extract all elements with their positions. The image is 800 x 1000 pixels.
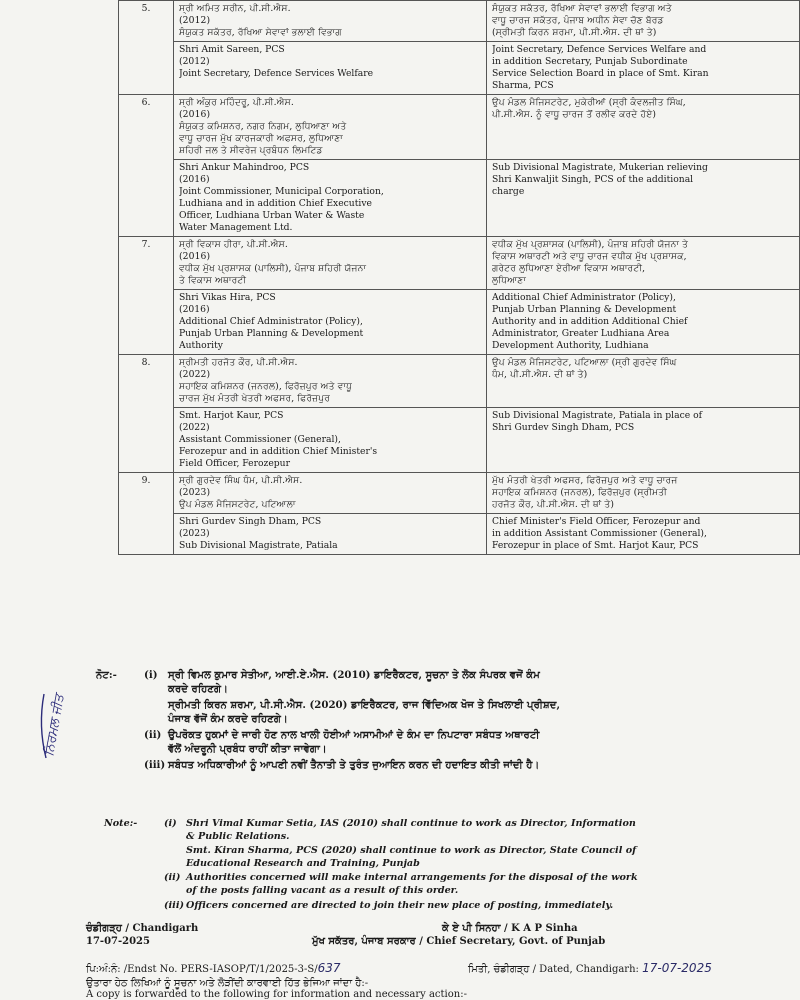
officer-name-pa	[174, 355, 487, 408]
new-posting-en-line: Shri Kanwaljit Singh, PCS of the additional	[492, 174, 694, 185]
copy-forwarded-pa: ਉਤਾਰਾ ਹੇਠ ਲਿਖਿਆਂ ਨੂੰ ਸੂਚਨਾ ਅਤੇ ਲੋੜੀਂਦੀ ਕਾਰਵਾਈ ਹਿੱਤ ਭੇਜਿਆ ਜਾਂਦਾ ਹੈ:-	[86, 978, 369, 989]
officer-name-en-line: Additional Chief Administrator (Policy),	[179, 316, 363, 327]
note-item-text: ਸ੍ਰੀਮਤੀ ਕਿਰਨ ਸ਼ਰਮਾ, ਪੀ.ਸੀ.ਐਸ. (2020) ਡਾਇਰੈਕਟਰ, ਰਾਜ ਵਿੱਦਿਅਕ ਖੋਜ ਤੇ ਸਿਖਲਾਈ ਪ੍ਰੀਸ਼ਦ,	[168, 699, 561, 711]
officer-name-en-line: (2023)	[179, 528, 210, 539]
note-english	[104, 818, 784, 914]
new-posting-en-line: Additional Chief Administrator (Policy),	[492, 292, 676, 303]
new-posting-en	[487, 42, 800, 95]
officer-name-pa-line: (2012)	[179, 15, 211, 26]
signature-date: 17-07-2025	[86, 936, 150, 947]
note-item-text: ਸਬੰਧਤ ਅਧਿਕਾਰੀਆਂ ਨੂੰ ਆਪਣੀ ਨਵੀਂ ਤੈਨਾਤੀ ਤੇ ਤੁਰੰਤ ਜੁਆਇਨ ਕਰਨ ਦੀ ਹਦਾਇਤ ਕੀਤੀ ਜਾਂਦੀ ਹੈ।	[168, 759, 540, 771]
new-posting-en-line: Authority and in addition Additional Chief	[492, 316, 688, 327]
officer-name-en-line: Joint Secretary, Defence Services Welfare	[179, 68, 374, 79]
new-posting-pa-line: ਮੁੱਖ ਮੰਤਰੀ ਖੇਤਰੀ ਅਫਸਰ, ਫਿਰੋਜ਼ਪੁਰ ਅਤੇ ਵਾਧੂ ਚਾਰਜ	[492, 475, 678, 486]
officer-name-en-line: Field Officer, Ferozepur	[179, 458, 290, 469]
new-posting-pa-line: ਵਧੀਕ ਮੁੱਖ ਪ੍ਰਸ਼ਾਸਕ (ਪਾਲਿਸੀ), ਪੰਜਾਬ ਸ਼ਹਿਰੀ ਯੋਜਨਾ ਤੇ	[492, 239, 689, 250]
note-item-text: Authorities concerned will make internal arrangements for the disposal of the work	[186, 872, 638, 884]
new-posting-en-line: Service Selection Board in place of Smt. Kiran	[492, 68, 709, 79]
copy-forwarded-en: A copy is forwarded to the following for information and necessary action:-	[86, 989, 467, 1000]
new-posting-en-line: Development Authority, Ludhiana	[492, 340, 649, 351]
new-posting-pa	[487, 473, 800, 514]
officer-name-pa-line: ਸੰਯੁਕਤ ਸਕੱਤਰ, ਰੱਖਿਆ ਸੇਵਾਵਾਂ ਭਲਾਈ ਵਿਭਾਗ	[179, 27, 342, 38]
note-item-text: Smt. Kiran Sharma, PCS (2020) shall continue to work as Director, State Council of	[186, 845, 637, 857]
note-item	[104, 845, 784, 870]
note-item-marker: (iii)	[164, 899, 185, 911]
officer-name-pa-line: ਸ੍ਰੀ ਗੁਰਦੇਵ ਸਿੰਘ ਧੰਮ, ਪੀ.ਸੀ.ਐਸ.	[179, 475, 303, 486]
note-item	[96, 728, 786, 756]
new-posting-en-line: in addition Assistant Commissioner (General),	[492, 528, 707, 539]
new-posting-pa-line: ਵਿਕਾਸ ਅਥਾਰਟੀ ਅਤੇ ਵਾਧੂ ਚਾਰਜ ਵਧੀਕ ਮੁੱਖ ਪ੍ਰਸ਼ਾਸਕ,	[492, 251, 687, 262]
serial-number: 7.	[119, 237, 174, 355]
table-row	[119, 95, 800, 160]
new-posting-en-line: charge	[492, 186, 525, 197]
officer-name-en-line: (2016)	[179, 304, 210, 315]
table-row	[119, 290, 800, 355]
officer-name-en-line: Shri Gurdev Singh Dham, PCS	[179, 516, 322, 527]
serial-number: 8.	[119, 355, 174, 473]
officer-name-pa-line: (2022)	[179, 369, 211, 380]
table-row	[119, 473, 800, 514]
new-posting-pa-line: ਸੰਯੁਕਤ ਸਕੱਤਰ, ਰੱਖਿਆ ਸੇਵਾਵਾਂ ਭਲਾਈ ਵਿਭਾਗ ਅਤੇ	[492, 3, 672, 14]
note-item-text: Shri Vimal Kumar Setia, IAS (2010) shall continue to work as Director, Information	[186, 818, 636, 829]
note-item-text: ਪੰਜਾਬ ਵੱਜੋਂ ਕੰਮ ਕਰਦੇ ਰਹਿਣਗੇ।	[168, 713, 288, 725]
table-row	[119, 408, 800, 473]
note-item	[104, 872, 784, 897]
new-posting-en-line: Sharma, PCS	[492, 80, 554, 91]
new-posting-pa-line: ਲੁਧਿਆਣਾ	[492, 275, 526, 286]
dated-handwritten-value: 17-07-2025	[642, 961, 712, 975]
new-posting-en-line: Shri Gurdev Singh Dham, PCS	[492, 422, 635, 433]
new-posting-pa-line: ਉਪ ਮੰਡਲ ਮੈਜਿਸਟਰੇਟ, ਮੁਕੇਰੀਆਂ (ਸ੍ਰੀ ਕੰਵਲਜੀਤ ਸਿੰਘ,	[492, 97, 686, 108]
officer-name-en-line: (2016)	[179, 174, 210, 185]
new-posting-pa-line: ਵਾਧੂ ਚਾਰਜ ਸਕੱਤਰ, ਪੰਜਾਬ ਅਧੀਨ ਸੇਵਾ ਚੋਣ ਬੋਰਡ	[492, 15, 664, 26]
officer-name-en	[174, 160, 487, 237]
officer-name-en-line: Punjab Urban Planning & Development	[179, 328, 364, 339]
new-posting-pa-line: ਧੰਮ, ਪੀ.ਸੀ.ਐਸ. ਦੀ ਥਾਂ ਤੇ)	[492, 369, 588, 380]
signature-place-date	[86, 922, 198, 948]
officer-name-pa-line: ਸੰਯੁਕਤ ਕਮਿਸ਼ਨਰ, ਨਗਰ ਨਿਗਮ, ਲੁਧਿਆਣਾ ਅਤੇ	[179, 121, 347, 132]
note-punjabi	[96, 668, 786, 774]
officer-name-en-line: Officer, Ludhiana Urban Water & Waste	[179, 210, 365, 221]
new-posting-en	[487, 514, 800, 555]
table-row	[119, 514, 800, 555]
note-item-marker: (ii)	[164, 872, 181, 884]
officer-name-en	[174, 42, 487, 95]
note-item	[96, 668, 786, 696]
officer-name-pa	[174, 237, 487, 290]
note-item-marker: (i)	[164, 818, 177, 829]
officer-name-pa-line: ਤੇ ਵਿਕਾਸ ਅਥਾਰਟੀ	[179, 275, 247, 286]
signature-place: ਚੰਡੀਗੜ੍ਹ / Chandigarh	[86, 923, 199, 934]
officer-name-pa	[174, 1, 487, 42]
note-item-text: ਕਰਦੇ ਰਹਿਣਗੇ।	[168, 683, 228, 695]
officer-name-en-line: Shri Amit Sareen, PCS	[179, 44, 285, 55]
officer-name-en-line: Smt. Harjot Kaur, PCS	[179, 410, 284, 421]
officer-name-pa-line: ਵਧੀਕ ਮੁੱਖ ਪ੍ਰਸ਼ਾਸਕ (ਪਾਲਿਸੀ), ਪੰਜਾਬ ਸ਼ਹਿਰੀ ਯੋਜਨਾ	[179, 263, 367, 274]
new-posting-en-line: Ferozepur in place of Smt. Harjot Kaur, PCS	[492, 540, 699, 551]
new-posting-en-line: Punjab Urban Planning & Development	[492, 304, 677, 315]
table-row	[119, 1, 800, 42]
endorsement-date	[468, 962, 712, 976]
officer-name-pa-line: ਵਾਧੂ ਚਾਰਜ ਮੁੱਖ ਕਾਰਜਕਾਰੀ ਅਫਸਰ, ਲੁਧਿਆਣਾ	[179, 133, 343, 144]
officer-name-en-line: Joint Commissioner, Municipal Corporation,	[179, 186, 384, 197]
note-item-marker: (ii)	[144, 729, 162, 741]
officer-name-en-line: Water Management Ltd.	[179, 222, 293, 233]
new-posting-pa	[487, 95, 800, 160]
officer-name-en-line: Ferozepur and in addition Chief Minister's	[179, 446, 378, 457]
transfer-orders-table	[118, 0, 800, 555]
new-posting-en-line: Administrator, Greater Ludhiana Area	[492, 328, 670, 339]
new-posting-en-line: Joint Secretary, Defence Services Welfare and	[492, 44, 707, 55]
signatory-designation: ਮੁੱਖ ਸਕੱਤਰ, ਪੰਜਾਬ ਸਰਕਾਰ / Chief Secretary, Govt. of Punjab	[312, 936, 606, 947]
handwritten-stamp	[30, 686, 86, 764]
officer-name-en-line: (2012)	[179, 56, 210, 67]
officer-name-pa-line: (2023)	[179, 487, 211, 498]
officer-name-pa-line: ਚਾਰਜ ਮੁੱਖ ਮੰਤਰੀ ਖੇਤਰੀ ਅਫਸਰ, ਫਿਰੋਜ਼ਪੁਰ	[179, 393, 331, 404]
note-item	[104, 900, 784, 913]
dated-label: ਮਿਤੀ, ਚੰਡੀਗੜ੍ਹ / Dated, Chandigarh:	[468, 964, 639, 975]
officer-name-pa-line: ਸ੍ਰੀਮਤੀ ਹਰਜੋਤ ਕੌਰ, ਪੀ.ਸੀ.ਐਸ.	[179, 357, 298, 368]
new-posting-pa-line: ਉਪ ਮੰਡਲ ਮੈਜਿਸਟਰੇਟ, ਪਟਿਆਲਾ (ਸ੍ਰੀ ਗੁਰਦੇਵ ਸਿੰਘ	[492, 357, 677, 368]
note-item-text: of the posts falling vacant as a result of this order.	[186, 884, 459, 896]
note-item-marker: (iii)	[144, 759, 166, 771]
serial-number: 5.	[119, 1, 174, 95]
note-item	[104, 818, 784, 843]
officer-name-pa-line: (2016)	[179, 251, 211, 262]
officer-name-pa	[174, 473, 487, 514]
new-posting-pa-line: ਸਹਾਇਕ ਕਮਿਸ਼ਨਰ (ਜਨਰਲ), ਫਿਰੋਜ਼ਪੁਰ (ਸ੍ਰੀਮਤੀ	[492, 487, 668, 498]
new-posting-en-line: Sub Divisional Magistrate, Mukerian relieving	[492, 162, 708, 173]
serial-number: 6.	[119, 95, 174, 237]
officer-name-en	[174, 290, 487, 355]
officer-name-en	[174, 514, 487, 555]
note-item-text: & Public Relations.	[186, 830, 290, 842]
note-item-text: ਉਪਰੋਕਤ ਹੁਕਮਾਂ ਦੇ ਜਾਰੀ ਹੋਣ ਨਾਲ ਖਾਲੀ ਹੋਈਆਂ ਅਸਾਮੀਆਂ ਦੇ ਕੰਮ ਦਾ ਨਿਪਟਾਰਾ ਸਬੰਧਤ ਅਥਾਰਟੀ	[168, 729, 540, 741]
note-item	[96, 698, 786, 726]
officer-name-pa	[174, 95, 487, 160]
note-item	[96, 758, 786, 772]
new-posting-en-line: Sub Divisional Magistrate, Patiala in place of	[492, 410, 703, 421]
officer-name-pa-line: (2016)	[179, 109, 211, 120]
officer-name-pa-line: ਸ਼ਹਿਰੀ ਜਲ ਤੇ ਸੀਵਰੇਜ ਪ੍ਰਬੰਧਨ ਲਿਮਟਿਡ	[179, 145, 323, 156]
note-item-marker: (i)	[144, 669, 158, 681]
new-posting-en	[487, 160, 800, 237]
copy-forwarded	[86, 978, 467, 1000]
officer-name-pa-line: ਸ੍ਰੀ ਵਿਕਾਸ ਹੀਰਾ, ਪੀ.ਸੀ.ਐਸ.	[179, 239, 288, 250]
endorsement-number	[86, 962, 341, 976]
new-posting-pa-line: ਪੀ.ਸੀ.ਐਸ. ਨੂੰ ਵਾਧੂ ਚਾਰਜ ਤੋਂ ਰਲੀਵ ਕਰਦੇ ਹੋਏ)	[492, 109, 657, 120]
officer-name-en	[174, 408, 487, 473]
new-posting-en	[487, 408, 800, 473]
officer-name-en-line: Assistant Commissioner (General),	[179, 434, 341, 445]
officer-name-en-line: Shri Vikas Hira, PCS	[179, 292, 276, 303]
officer-name-pa-line: ਉਪ ਮੰਡਲ ਮੈਜਿਸਟਰੇਟ, ਪਟਿਆਲਾ	[179, 499, 296, 510]
new-posting-en-line: Chief Minister's Field Officer, Ferozepur and	[492, 516, 701, 527]
note-label: Note:-	[104, 818, 138, 829]
officer-name-pa-line: ਸ੍ਰੀ ਅਮਿਤ ਸਰੀਨ, ਪੀ.ਸੀ.ਐਸ.	[179, 3, 291, 14]
new-posting-en-line: in addition Secretary, Punjab Subordinate	[492, 56, 688, 67]
endorsement-prefix: ਪਿ:ਅੰ:ਨੰ: /Endst No. PERS-IASOP/T/1/2025-3-S/	[86, 964, 318, 975]
endorsement-handwritten-number: 637	[317, 961, 341, 975]
stamp-text: ਨਿਰਮਲ ਜੀਤ	[41, 693, 68, 758]
new-posting-pa-line: (ਸ੍ਰੀਮਤੀ ਕਿਰਨ ਸ਼ਰਮਾ, ਪੀ.ਸੀ.ਐਸ. ਦੀ ਥਾਂ ਤੇ)	[492, 27, 657, 38]
officer-name-en-line: (2022)	[179, 422, 210, 433]
serial-number: 9.	[119, 473, 174, 555]
new-posting-pa-line: ਹਰਜੋਤ ਕੌਰ, ਪੀ.ਸੀ.ਐਸ. ਦੀ ਥਾਂ ਤੇ)	[492, 499, 615, 510]
officer-name-en-line: Ludhiana and in addition Chief Executive	[179, 198, 372, 209]
officer-name-pa-line: ਸਹਾਇਕ ਕਮਿਸ਼ਨਰ (ਜਨਰਲ), ਫਿਰੋਜ਼ਪੁਰ ਅਤੇ ਵਾਧੂ	[179, 381, 353, 392]
officer-name-en-line: Shri Ankur Mahindroo, PCS	[179, 162, 310, 173]
officer-name-en-line: Authority	[179, 340, 223, 351]
note-item-text: Educational Research and Training, Punjab	[186, 857, 420, 869]
table-row	[119, 42, 800, 95]
new-posting-pa	[487, 237, 800, 290]
new-posting-pa	[487, 355, 800, 408]
signature-block	[312, 922, 605, 948]
table-row	[119, 237, 800, 290]
signatory-name: ਕੇ ਏ ਪੀ ਸਿਨਹਾ / K A P Sinha	[442, 923, 578, 934]
officer-name-pa-line: ਸ੍ਰੀ ਅੰਕੁਰ ਮਹਿੰਦਰੂ, ਪੀ.ਸੀ.ਐਸ.	[179, 97, 294, 108]
note-item-text: Officers concerned are directed to join their new place of posting, immediately.	[186, 899, 614, 911]
new-posting-pa	[487, 1, 800, 42]
note-label: ਨੋਟ:-	[96, 669, 117, 681]
table-row	[119, 355, 800, 408]
table-row	[119, 160, 800, 237]
new-posting-pa-line: ਗਰੇਟਰ ਲੁਧਿਆਣਾ ਏਰੀਆ ਵਿਕਾਸ ਅਥਾਰਟੀ,	[492, 263, 646, 274]
note-item-text: ਵੱਲੋਂ ਅੰਦਰੂਨੀ ਪ੍ਰਬੰਧ ਰਾਹੀਂ ਕੀਤਾ ਜਾਵੇਗਾ।	[168, 743, 327, 755]
officer-name-en-line: Sub Divisional Magistrate, Patiala	[179, 540, 338, 551]
new-posting-en	[487, 290, 800, 355]
note-item-text: ਸ੍ਰੀ ਵਿਮਲ ਕੁਮਾਰ ਸੇਤੀਆ, ਆਈ.ਏ.ਐਸ. (2010) ਡਾਇਰੈਕਟਰ, ਸੂਚਨਾ ਤੇ ਲੋਕ ਸੰਪਰਕ ਵਜੋਂ ਕੰਮ	[168, 669, 540, 681]
